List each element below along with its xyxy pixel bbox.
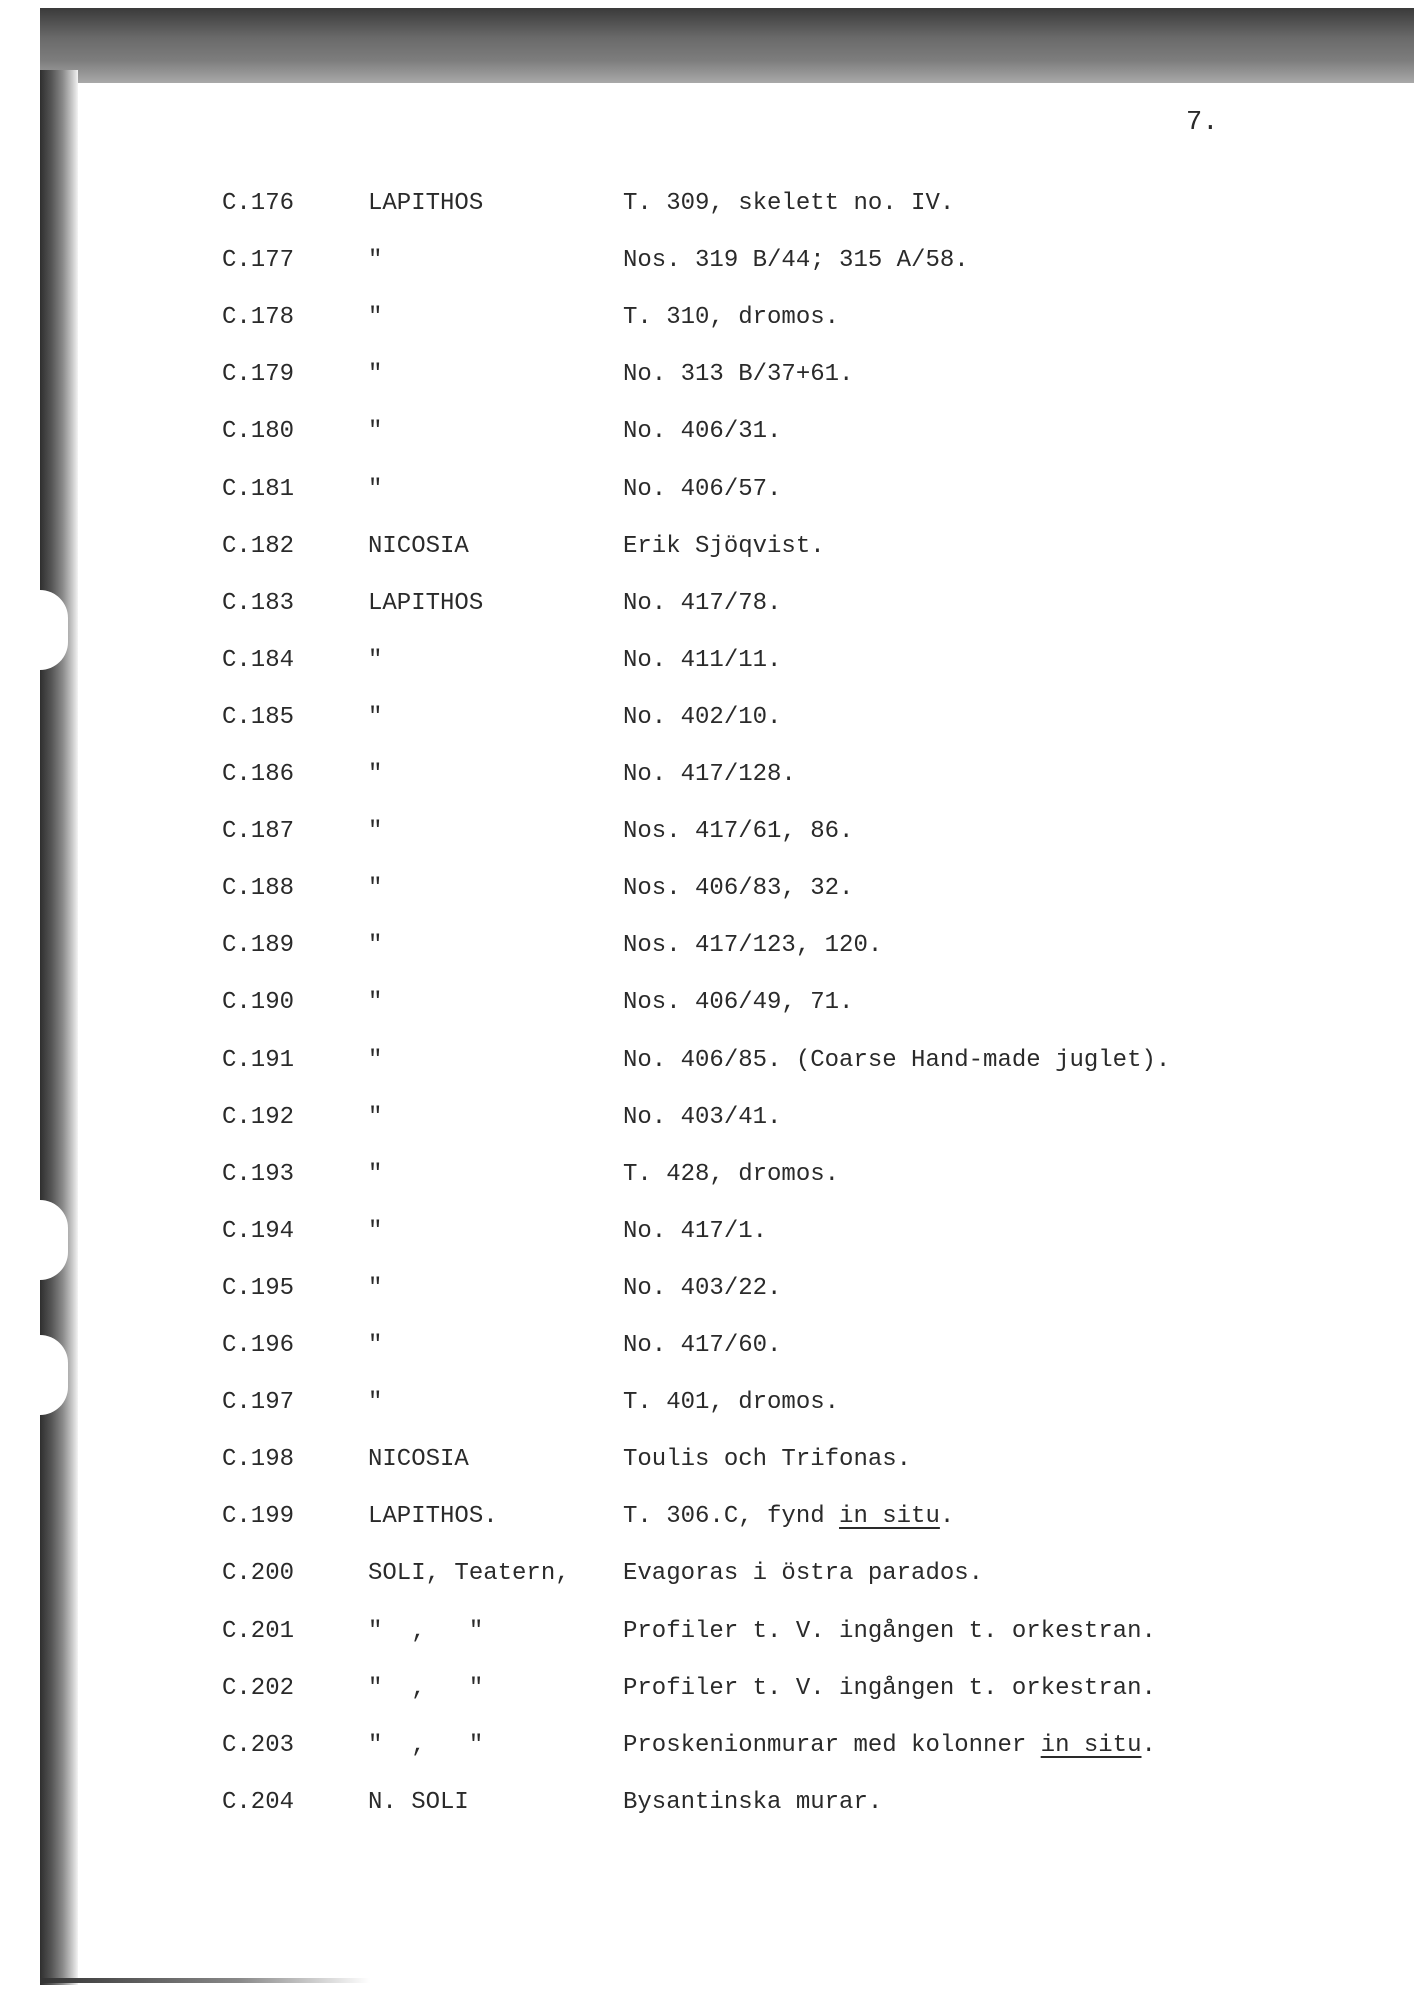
page-number: 7. xyxy=(1186,108,1219,138)
site-name: " xyxy=(368,1332,383,1359)
description: T. 428, dromos. xyxy=(623,1161,840,1188)
list-item xyxy=(0,1104,1414,1144)
site-name: " xyxy=(368,304,383,331)
site-name: " , " xyxy=(368,1732,484,1759)
list-item xyxy=(0,1618,1414,1658)
catalogue-code: C.179 xyxy=(222,361,295,388)
catalogue-code: C.198 xyxy=(222,1446,295,1473)
catalogue-code: C.196 xyxy=(222,1332,295,1359)
site-name: " xyxy=(368,761,383,788)
list-item xyxy=(0,1560,1414,1600)
list-item xyxy=(0,647,1414,687)
description: No. 411/11. xyxy=(623,647,782,674)
description xyxy=(623,1503,954,1530)
description: No. 403/22. xyxy=(623,1275,782,1302)
site-name: " xyxy=(368,989,383,1016)
catalogue-code: C.181 xyxy=(222,476,295,503)
list-item xyxy=(0,761,1414,801)
site-name: " xyxy=(368,476,383,503)
description: No. 406/57. xyxy=(623,476,782,503)
description: Profiler t. V. ingången t. orkestran. xyxy=(623,1675,1156,1702)
description: T. 309, skelett no. IV. xyxy=(623,190,955,217)
list-item xyxy=(0,1732,1414,1772)
description xyxy=(623,1732,1156,1759)
description: Nos. 319 B/44; 315 A/58. xyxy=(623,247,969,274)
description: No. 403/41. xyxy=(623,1104,782,1131)
list-item xyxy=(0,1675,1414,1715)
site-name: " xyxy=(368,647,383,674)
site-name: " xyxy=(368,1275,383,1302)
description-punct: . xyxy=(939,1503,955,1530)
list-item xyxy=(0,1332,1414,1372)
scan-top-shadow xyxy=(40,8,1414,83)
list-item xyxy=(0,190,1414,230)
description: No. 313 B/37+61. xyxy=(623,361,854,388)
description: No. 402/10. xyxy=(623,704,782,731)
catalogue-code: C.188 xyxy=(222,875,295,902)
site-name: LAPITHOS xyxy=(368,190,484,217)
catalogue-code: C.178 xyxy=(222,304,295,331)
list-item xyxy=(0,1446,1414,1486)
description: No. 417/60. xyxy=(623,1332,782,1359)
list-item xyxy=(0,247,1414,287)
description: No. 417/1. xyxy=(623,1218,768,1245)
site-name: SOLI, Teatern, xyxy=(368,1560,570,1587)
list-item xyxy=(0,533,1414,573)
site-name: " xyxy=(368,1218,383,1245)
scan-bottom-shadow xyxy=(40,1978,370,1983)
site-name: " xyxy=(368,361,383,388)
description: Profiler t. V. ingången t. orkestran. xyxy=(623,1618,1156,1645)
site-name: LAPITHOS xyxy=(368,590,484,617)
list-item xyxy=(0,1789,1414,1829)
underlined-term: in situ xyxy=(839,1503,940,1530)
list-item xyxy=(0,818,1414,858)
site-name: " , " xyxy=(368,1675,484,1702)
list-item xyxy=(0,932,1414,972)
site-name: " xyxy=(368,1389,383,1416)
catalogue-code: C.203 xyxy=(222,1732,295,1759)
description: Erik Sjöqvist. xyxy=(623,533,825,560)
catalogue-code: C.201 xyxy=(222,1618,295,1645)
catalogue-code: C.183 xyxy=(222,590,295,617)
site-name: " xyxy=(368,704,383,731)
list-item xyxy=(0,590,1414,630)
description: Nos. 417/123, 120. xyxy=(623,932,883,959)
site-name: NICOSIA xyxy=(368,1446,469,1473)
catalogue-code: C.180 xyxy=(222,418,295,445)
description: Evagoras i östra parados. xyxy=(623,1560,984,1587)
description-text: T. 306.C, fynd xyxy=(623,1503,840,1530)
catalogue-code: C.195 xyxy=(222,1275,295,1302)
catalogue-code: C.185 xyxy=(222,704,295,731)
list-item xyxy=(0,418,1414,458)
site-name: " xyxy=(368,875,383,902)
description: Toulis och Trifonas. xyxy=(623,1446,912,1473)
catalogue-code: C.199 xyxy=(222,1503,295,1530)
description: T. 310, dromos. xyxy=(623,304,840,331)
list-item xyxy=(0,361,1414,401)
site-name: " xyxy=(368,1161,383,1188)
list-item xyxy=(0,476,1414,516)
list-item xyxy=(0,875,1414,915)
catalogue-code: C.202 xyxy=(222,1675,295,1702)
catalogue-code: C.182 xyxy=(222,533,295,560)
catalogue-code: C.193 xyxy=(222,1161,295,1188)
site-name: " xyxy=(368,1104,383,1131)
description: Nos. 406/83, 32. xyxy=(623,875,854,902)
site-name: " xyxy=(368,1047,383,1074)
description-text: Proskenionmurar med kolonner xyxy=(623,1732,1041,1759)
catalogue-code: C.200 xyxy=(222,1560,295,1587)
catalogue-code: C.176 xyxy=(222,190,295,217)
site-name: NICOSIA xyxy=(368,533,469,560)
catalogue-code: C.186 xyxy=(222,761,295,788)
site-name: " , " xyxy=(368,1618,484,1645)
catalogue-code: C.189 xyxy=(222,932,295,959)
description: Nos. 417/61, 86. xyxy=(623,818,854,845)
list-item xyxy=(0,1161,1414,1201)
catalogue-code: C.194 xyxy=(222,1218,295,1245)
description: T. 401, dromos. xyxy=(623,1389,840,1416)
list-item xyxy=(0,1503,1414,1543)
catalogue-code: C.190 xyxy=(222,989,295,1016)
catalogue-code: C.177 xyxy=(222,247,295,274)
catalogue-code: C.191 xyxy=(222,1047,295,1074)
description: Nos. 406/49, 71. xyxy=(623,989,854,1016)
list-item xyxy=(0,989,1414,1029)
site-name: LAPITHOS. xyxy=(368,1503,498,1530)
catalogue-code: C.192 xyxy=(222,1104,295,1131)
list-item xyxy=(0,704,1414,744)
site-name: " xyxy=(368,247,383,274)
catalogue-code: C.197 xyxy=(222,1389,295,1416)
description: No. 406/85. (Coarse Hand-made juglet). xyxy=(623,1047,1171,1074)
list-item xyxy=(0,1218,1414,1258)
description: No. 417/78. xyxy=(623,590,782,617)
list-item xyxy=(0,304,1414,344)
site-name: " xyxy=(368,418,383,445)
site-name: " xyxy=(368,932,383,959)
catalogue-code: C.184 xyxy=(222,647,295,674)
list-item xyxy=(0,1389,1414,1429)
list-item xyxy=(0,1275,1414,1315)
description: Bysantinska murar. xyxy=(623,1789,883,1816)
site-name: N. SOLI xyxy=(368,1789,469,1816)
catalogue-code: C.204 xyxy=(222,1789,295,1816)
site-name: " xyxy=(368,818,383,845)
catalogue-code: C.187 xyxy=(222,818,295,845)
description-punct: . xyxy=(1141,1732,1156,1759)
underlined-term: in situ xyxy=(1040,1732,1142,1759)
description: No. 406/31. xyxy=(623,418,782,445)
list-item xyxy=(0,1047,1414,1087)
description: No. 417/128. xyxy=(623,761,796,788)
